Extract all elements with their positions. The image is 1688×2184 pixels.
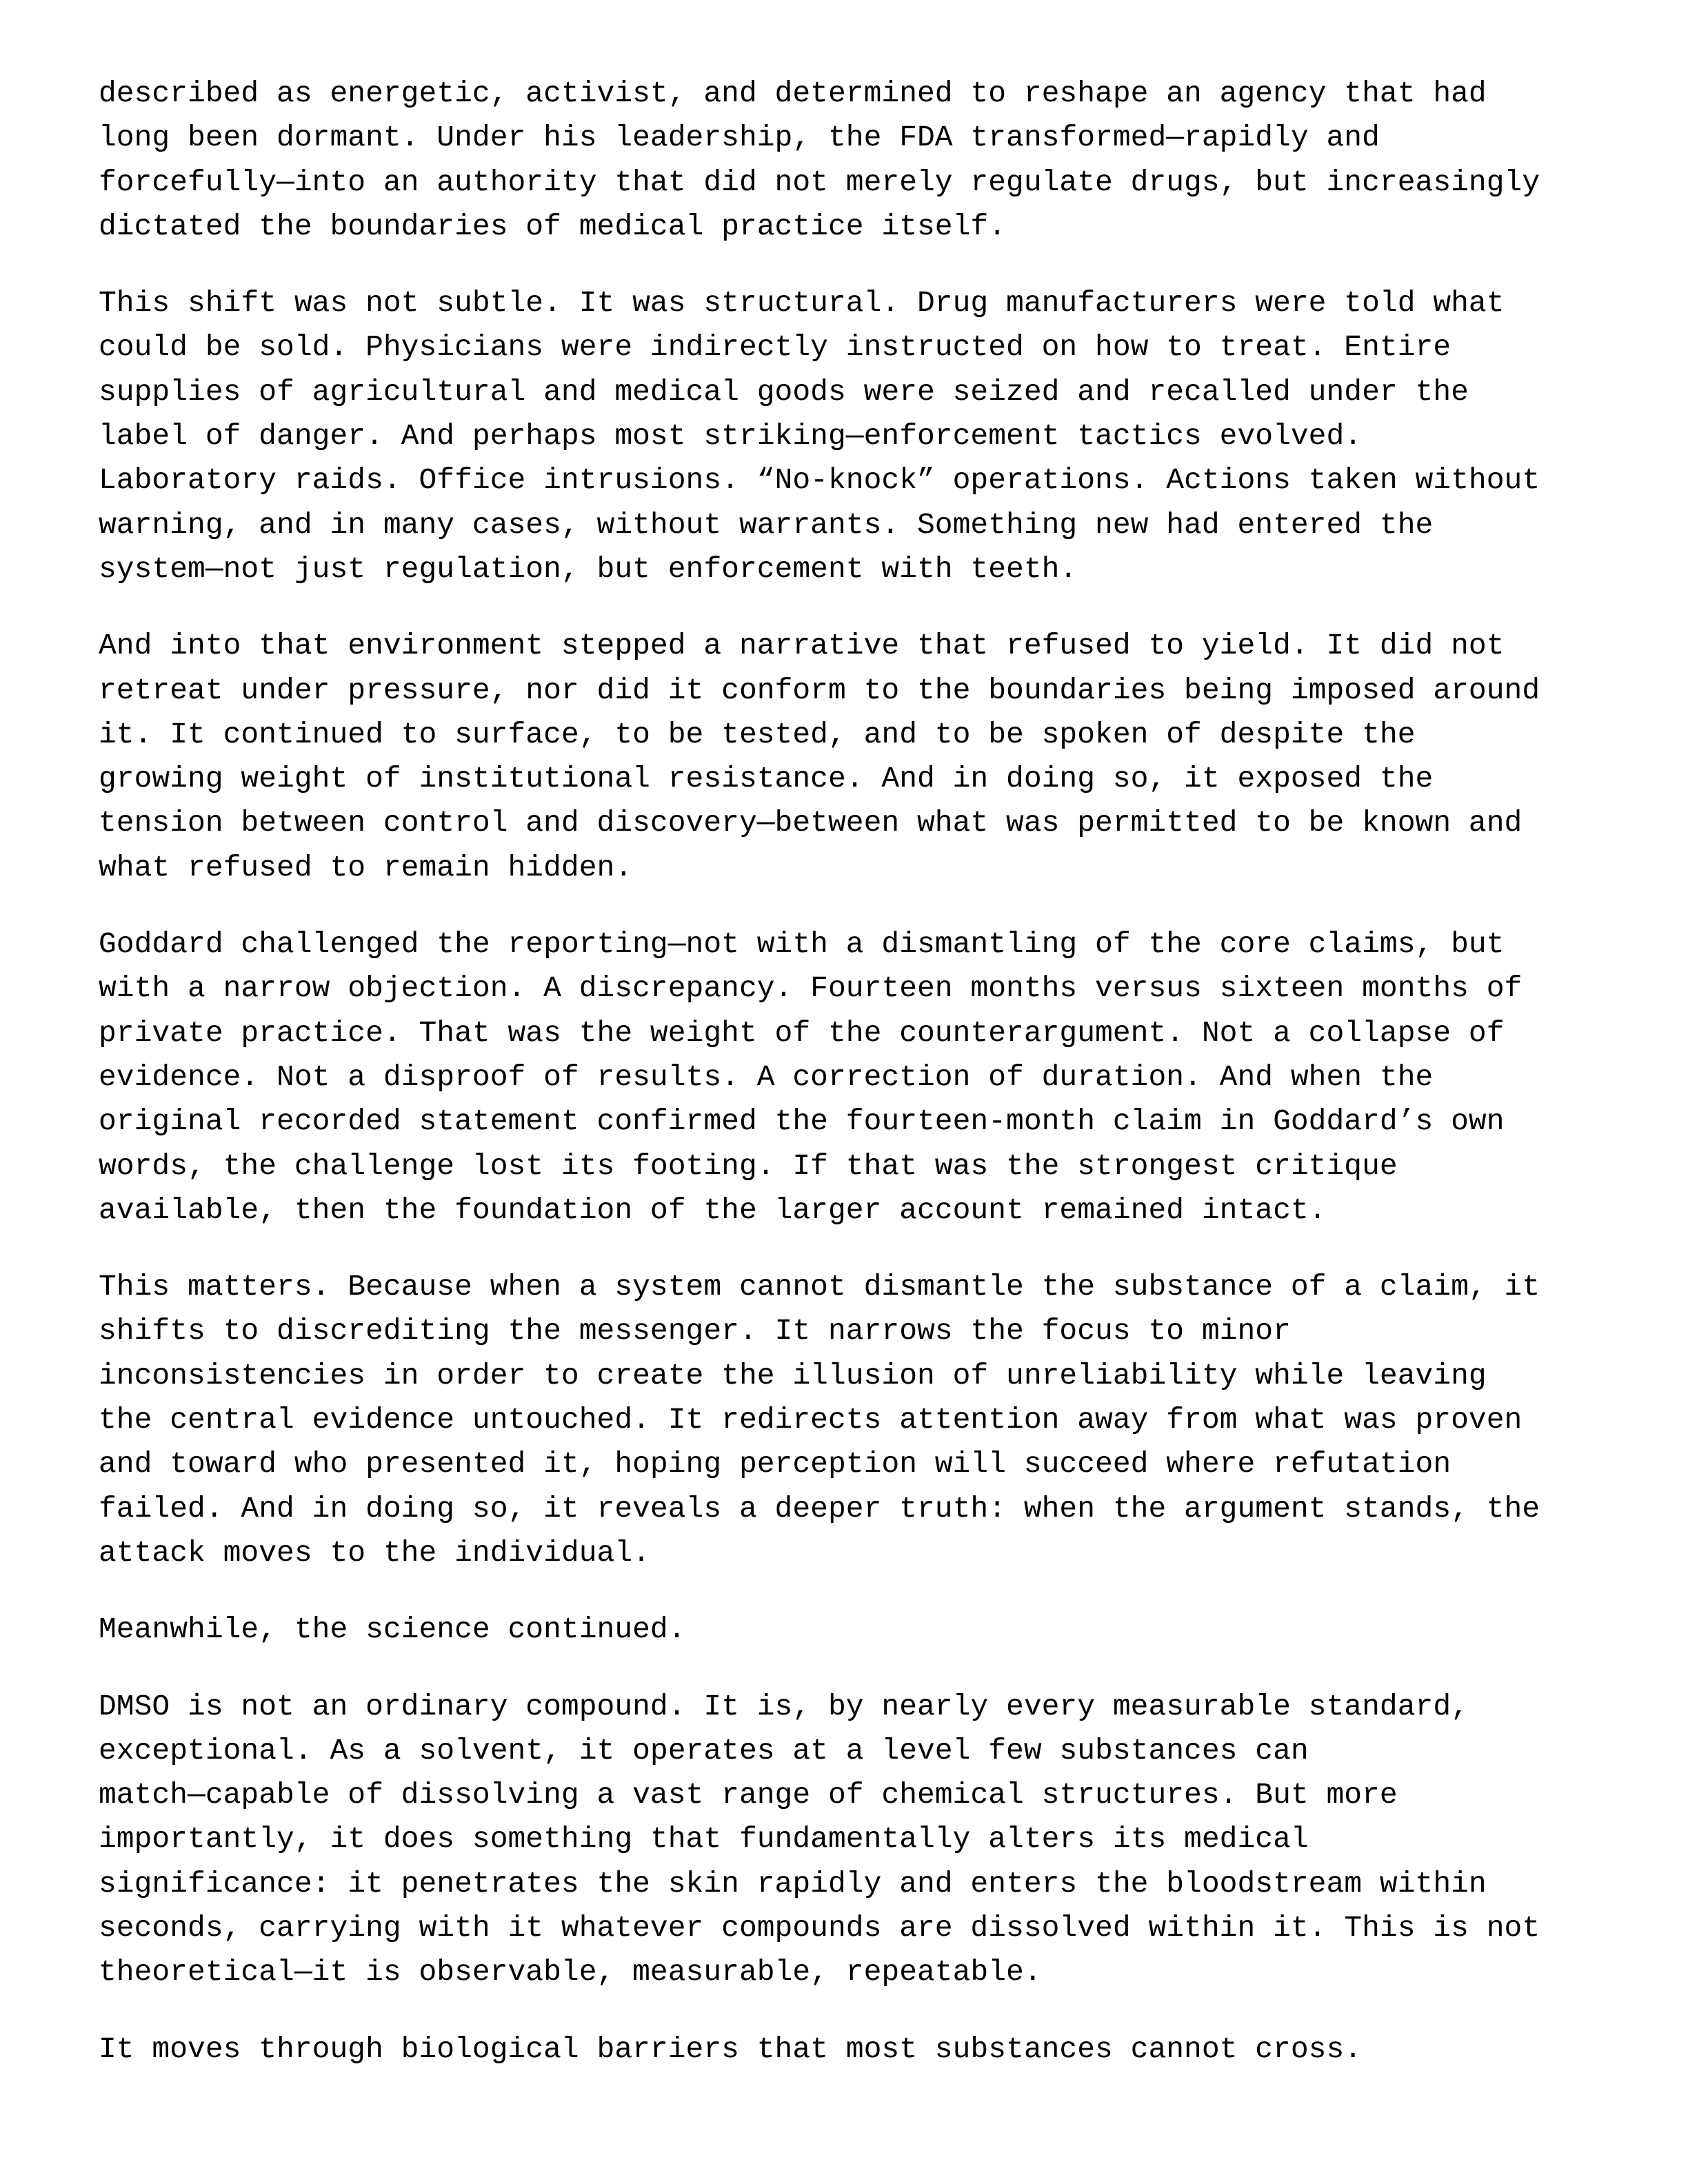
- text-line: what refused to remain hidden.: [99, 850, 633, 884]
- text-line: This matters. Because when a system cannot dismantle the substance of a claim, it: [99, 1270, 1540, 1304]
- paragraph: [99, 281, 1685, 592]
- text-line: described as energetic, activist, and determined to reshape an agency that had: [99, 77, 1487, 110]
- paragraph: [99, 922, 1685, 1233]
- text-line: seconds, carrying with it whatever compounds are dissolved within it. This is not: [99, 1910, 1540, 1945]
- text-line: attack moves to the individual.: [99, 1535, 650, 1570]
- paragraph: [99, 1608, 1685, 1652]
- paragraph: [99, 1685, 1685, 1995]
- text-line: importantly, it does something that fundamentally alters its medical: [99, 1822, 1309, 1857]
- text-line: private practice. That was the weight of the counterargument. Not a collapse of: [99, 1015, 1505, 1050]
- text-line: This shift was not subtle. It was structural. Drug manufacturers were told what: [99, 286, 1505, 321]
- text-line: growing weight of institutional resistance. And in doing so, it exposed the: [99, 762, 1434, 796]
- text-line: shifts to discrediting the messenger. It narrows the focus to minor: [99, 1314, 1291, 1348]
- text-line: Laboratory raids. Office intrusions. “No-knock” operations. Actions taken without: [99, 463, 1540, 498]
- text-line: significance: it penetrates the skin rapidly and enters the bloodstream within: [99, 1866, 1487, 1901]
- text-line: match—capable of dissolving a vast range of chemical structures. But more: [99, 1778, 1398, 1812]
- text-line: retreat under pressure, nor did it conform to the boundaries being imposed around: [99, 673, 1540, 707]
- text-line: DMSO is not an ordinary compound. It is, by nearly every measurable standard,: [99, 1689, 1469, 1723]
- text-line: long been dormant. Under his leadership, the FDA transformed—rapidly and: [99, 121, 1380, 155]
- text-line: the central evidence untouched. It redirects attention away from what was proven: [99, 1403, 1523, 1437]
- paragraph: [99, 1265, 1685, 1575]
- text-line: could be sold. Physicians were indirectly instructed on how to treat. Entire: [99, 330, 1451, 365]
- paragraph: [99, 72, 1685, 249]
- text-line: and toward who presented it, hoping perception will succeed where refutation: [99, 1447, 1451, 1482]
- paragraph: [99, 2028, 1685, 2072]
- text-line: failed. And in doing so, it reveals a deeper truth: when the argument stands, the: [99, 1491, 1540, 1526]
- text-line: exceptional. As a solvent, it operates at a level few substances can: [99, 1733, 1309, 1768]
- paragraph: [99, 624, 1685, 890]
- text-line: It moves through biological barriers that most substances cannot cross.: [99, 2032, 1363, 2066]
- text-line: Goddard challenged the reporting—not with a dismantling of the core claims, but: [99, 927, 1505, 962]
- text-line: forcefully—into an authority that did not merely regulate drugs, but increasingly: [99, 165, 1540, 199]
- text-line: with a narrow objection. A discrepancy. Fourteen months versus sixteen months of: [99, 971, 1523, 1006]
- text-line: inconsistencies in order to create the illusion of unreliability while leaving: [99, 1358, 1487, 1393]
- text-line: warning, and in many cases, without warrants. Something new had entered the: [99, 507, 1434, 542]
- text-line: And into that environment stepped a narrative that refused to yield. It did not: [99, 629, 1505, 663]
- text-line: supplies of agricultural and medical goods were seized and recalled under the: [99, 374, 1469, 409]
- text-line: it. It continued to surface, to be tested, and to be spoken of despite the: [99, 717, 1416, 751]
- text-line: available, then the foundation of the larger account remained intact.: [99, 1193, 1327, 1227]
- document-page: [99, 72, 1685, 2104]
- text-line: dictated the boundaries of medical practice itself.: [99, 209, 1007, 243]
- text-line: system—not just regulation, but enforcement with teeth.: [99, 552, 1078, 586]
- text-line: tension between control and discovery—between what was permitted to be known and: [99, 806, 1523, 840]
- text-line: theoretical—it is observable, measurable, repeatable.: [99, 1955, 1042, 1990]
- text-line: words, the challenge lost its footing. If that was the strongest critique: [99, 1149, 1398, 1183]
- text-line: evidence. Not a disproof of results. A correction of duration. And when the: [99, 1060, 1434, 1094]
- text-line: label of danger. And perhaps most striking—enforcement tactics evolved.: [99, 419, 1363, 454]
- text-line: original recorded statement confirmed the fourteen-month claim in Goddard’s own: [99, 1104, 1505, 1139]
- text-line: Meanwhile, the science continued.: [99, 1612, 686, 1647]
